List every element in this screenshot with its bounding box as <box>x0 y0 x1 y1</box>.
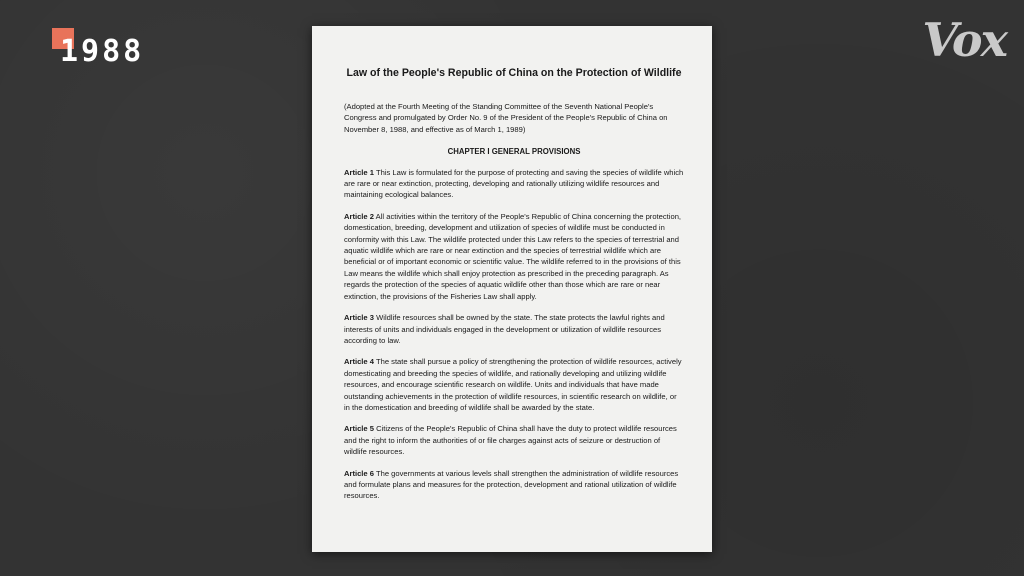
article-text: All activities within the territory of the People's Republic of China concerning the protection, domestication, breeding, development and utilization of species of wildlife must be conducted in conformity with this Law. The wildlife protected under this Law refers to the species of terrestrial and aquatic wildlife which are rare or near extinction and the species of terrestrial wildlife which are beneficial or of important economic or scientific value. The wildlife referred to in the provisions of this Law means the wildlife which shall enjoy protection as prescribed in the preceding paragraph. As regards the protection of the species of aquatic wildlife other than those which are rare or near extinction, the provisions of the Fisheries Law shall apply. <box>344 211 682 301</box>
article-text: This Law is formulated for the purpose of protecting and saving the species of wildlife which are rare or near extinction, protecting, developing and rationally utilizing wildlife resources and maintaining ecological balances. <box>344 167 684 200</box>
article-4 <box>344 356 684 413</box>
article-label: Article 4 <box>344 357 374 367</box>
article-label: Article 3 <box>344 313 374 323</box>
article-6 <box>344 468 684 502</box>
vox-logo: Vox <box>922 13 1006 67</box>
adoption-note: (Adopted at the Fourth Meeting of the Standing Committee of the Seventh National People's Congress and promulgated by Order No. 9 of the President of the People's Republic of China on November 8, 1988, and effective as of March 1, 1989) <box>344 102 668 134</box>
year-label: 1988 <box>60 34 145 69</box>
article-5 <box>344 423 684 457</box>
article-label: Article 6 <box>344 468 374 478</box>
chapter-heading: CHAPTER I GENERAL PROVISIONS <box>447 147 581 157</box>
article-text: Wildlife resources shall be owned by the state. The state protects the lawful rights and interests of units and individuals engaged in the development or utilization of wildlife resources according to law. <box>344 313 665 345</box>
article-text: The governments at various levels shall strengthen the administration of wildlife resources and formulate plans and measures for the protection, development and rational utilization of wildlife resources. <box>344 468 679 501</box>
article-1 <box>344 167 684 201</box>
article-2 <box>344 211 684 302</box>
article-3 <box>344 312 684 346</box>
document-title: Law of the People's Republic of China on the Protection of Wildlife <box>346 67 682 79</box>
article-label: Article 1 <box>344 167 374 177</box>
article-text: The state shall pursue a policy of strengthening the protection of wildlife resources, actively domesticating and breeding the species of wildlife, and rationally developing and utilizing wildlife resources, and encourage scientific research on wildlife. Units and individuals that have made outstanding achievements in the protection of wildlife resources, in scientific research on wildlife, or in the domestication and breeding of wildlife shall be awarded by the state. <box>344 357 682 412</box>
article-label: Article 5 <box>344 424 374 434</box>
article-text: Citizens of the People's Republic of China shall have the duty to protect wildlife resources and the right to inform the authorities of or file charges against acts of seizure or destruction of wildlife resources. <box>344 424 677 457</box>
article-label: Article 2 <box>344 211 374 221</box>
year-overlay <box>52 28 162 72</box>
law-document <box>312 26 712 552</box>
